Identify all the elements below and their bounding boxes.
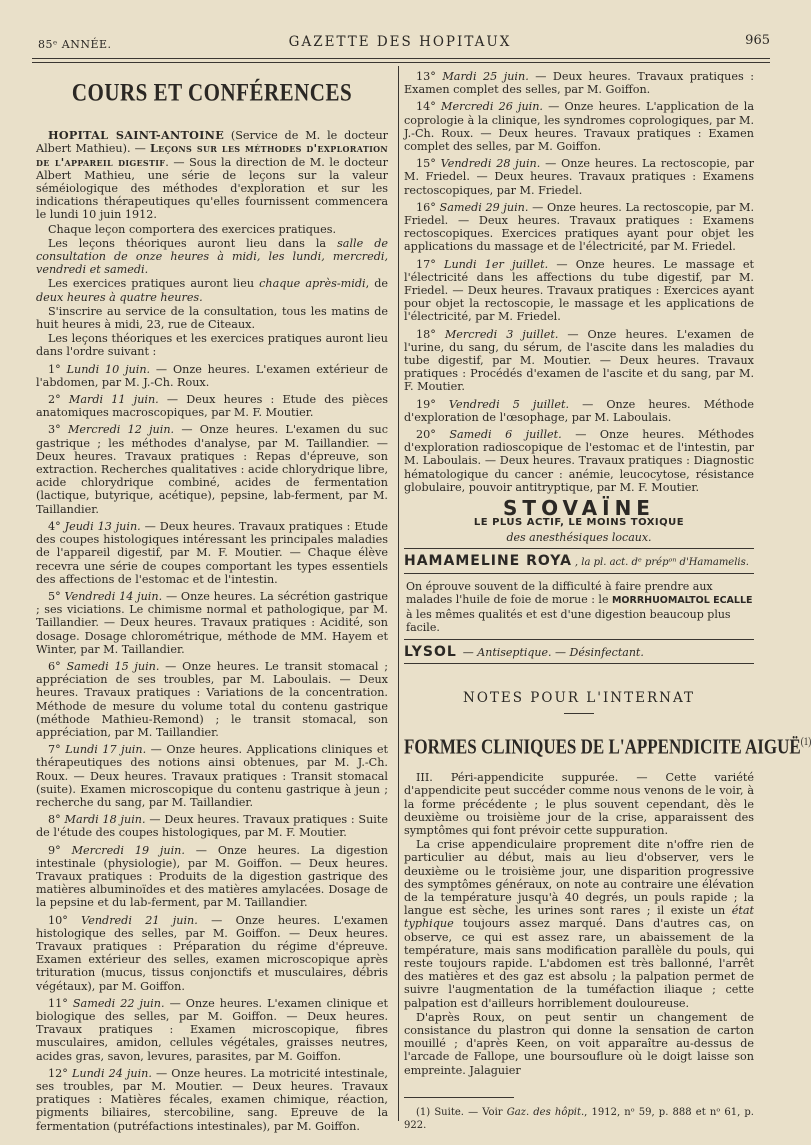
lesson-space bbox=[436, 258, 444, 271]
lesson-number: 3° bbox=[48, 423, 61, 437]
intro-rest: . — Sous la direction de M. le docteur Albert Mathieu, une série de leçons sur la valeur séméiologique des méthodes d'exploration et sur les indications thérapeutiques qu'elles fournissent commencera le lundi 10 juin 1912. bbox=[36, 155, 388, 222]
lesson-number: 5° bbox=[48, 589, 61, 603]
article-italic: état typhique bbox=[404, 904, 754, 931]
lesson-entry bbox=[36, 813, 388, 839]
hospital-name: HOPITAL SAINT-ANTOINE bbox=[48, 128, 225, 143]
footnote-text-b: , 1912, nᵒ 59, p. 888 et nᵒ 61, p. 922. bbox=[404, 1106, 754, 1131]
lesson-entry bbox=[36, 914, 388, 993]
article-lead: III. Péri-appendicite suppurée. bbox=[416, 771, 619, 785]
lesson-space bbox=[61, 393, 69, 406]
lesson-date: Jeudi 13 juin. bbox=[64, 519, 141, 533]
lesson-date: Lundi 1er juillet. bbox=[444, 257, 549, 271]
morrhuol-brand: MORRHUOMALTOL ECALLE bbox=[611, 595, 753, 607]
ad-divider bbox=[404, 548, 754, 549]
lesson-text: — Onze heures. L'examen de l'urine, du sang, du sérum, de l'ascite dans les maladies du tube digestif, par M. Moutier. — Deux heures. Travaux pratiques : Procédés d'examen de l'ascite et du sang, par M. F. Moutier. bbox=[404, 327, 754, 394]
article-paragraph-1 bbox=[404, 771, 754, 837]
section-title-cours: COURS ET CONFÉRENCES bbox=[71, 77, 353, 107]
lesson-text: — Deux heures : Etude des pièces anatomiques macroscopiques, par M. F. Moutier. bbox=[36, 393, 389, 420]
lesson-entry bbox=[36, 520, 388, 586]
article-text-2a: La crise appendiculaire proprement dite n'offre rien de particulier au début, mais au lieu d'observer, vers le deuxième ou le troisième jour, une disparition progressive des symptômes généraux, on note au contraire une élévation de la température jusqu'à 40 degrés, un pouls rapide ; la langue est sèche, les urines sont rares ; il existe un bbox=[404, 838, 754, 918]
lesson-number: 17° bbox=[416, 257, 436, 271]
practice-italic-1: chaque après-midi bbox=[259, 277, 366, 291]
lesson-entry bbox=[36, 1067, 388, 1133]
lesson-text: — Onze heures. La rectoscopie, par M. Friedel. — Deux heures. Travaux pratiques : Examens rectoscopiques, par M. Friedel. bbox=[404, 157, 755, 197]
lesson-text: — Onze heures. L'examen histologique des selles, par M. Goiffon. — Deux heures. Travaux pratiques : Préparation du régime d'épreuve. Examen extérieur des selles, examen microscopique après trituration (mucus, tissus conjonctifs et musculaires, débris végétaux), par M. Goiffon. bbox=[36, 913, 389, 993]
lesson-number: 12° bbox=[48, 1066, 68, 1080]
lesson-entry bbox=[36, 743, 388, 809]
stovaine-tagline: LE PLUS ACTIF, LE MOINS TOXIQUE bbox=[473, 517, 685, 529]
header-rule bbox=[32, 58, 770, 59]
lesson-space bbox=[436, 328, 445, 341]
lesson-entry bbox=[36, 997, 388, 1063]
lesson-text: — Deux heures. Travaux pratiques : Examen complet des selles, par M. Goiffon. bbox=[404, 70, 754, 97]
footnote-ref: (1) bbox=[800, 735, 811, 748]
hamameline-brand: HAMAMELINE ROYA bbox=[404, 552, 572, 569]
lesson-number: 2° bbox=[48, 393, 61, 407]
lesson-date: Samedi 15 juin. bbox=[66, 659, 160, 673]
lesson-date: Samedi 29 juin. bbox=[439, 200, 529, 214]
lesson-text: — Onze heures. Méthodes d'exploration radioscopique de l'estomac et de l'intestin, par M. Laboulais. — Deux heures. Travaux pratiques : Diagnostic hématologique du cancer : anémie, leucocytose, résistance globulaire, pouvoir antitryptique, par M. F. Moutier. bbox=[404, 428, 754, 494]
lesson-date: Samedi 22 juin. bbox=[72, 996, 165, 1010]
lesson-date: Mercredi 3 juillet. bbox=[444, 327, 559, 341]
lesson-date: Mercredi 26 juin. bbox=[441, 100, 543, 114]
edition-label: 85ᵉ ANNÉE. bbox=[38, 38, 112, 51]
lesson-date: Mercredi 12 juin. bbox=[67, 423, 175, 437]
lesson-number: 7° bbox=[48, 743, 61, 757]
lesson-number: 14° bbox=[416, 100, 436, 114]
lesson-text: — Onze heures. La rectoscopie, par M. Friedel. — Deux heures. Travaux pratiques : Examens rectoscopiques. Exercices pratiques ayant pour objet les applications du massage et de l'électricité, par M. Friedel. bbox=[404, 200, 755, 254]
practice-text: Les exercices pratiques auront lieu bbox=[48, 277, 260, 291]
lesson-entry bbox=[404, 398, 754, 424]
article-title bbox=[404, 734, 811, 759]
notes-rule bbox=[564, 713, 594, 714]
lesson-date: Lundi 17 juin. bbox=[65, 743, 147, 757]
practice-italic-2: deux heures à quatre heures. bbox=[36, 290, 203, 304]
lesson-list-right bbox=[404, 70, 754, 494]
hamameline-tagline: , la pl. act. dᵉ prépᵒⁿ d'Hamamelis. bbox=[574, 556, 749, 568]
lesson-entry bbox=[404, 428, 754, 494]
lesson-text: — Deux heures. Travaux pratiques : Etude des coupes histologiques intéressant les principales maladies de l'appareil digestif, par M. F. Moutier. — Chaque élève recevra une série de coupes comportant les types essentiels des affections de l'estomac et de l'intestin. bbox=[36, 519, 388, 586]
article-paragraph-2 bbox=[404, 838, 754, 1010]
lesson-date: Mardi 11 juin. bbox=[68, 393, 159, 407]
lesson-number: 1° bbox=[48, 362, 61, 376]
lesson-space bbox=[436, 398, 449, 411]
lesson-date: Mardi 18 juin. bbox=[64, 813, 146, 827]
lesson-space bbox=[68, 914, 81, 927]
lesson-date: Lundi 10 juin. bbox=[66, 362, 151, 376]
ad-divider bbox=[404, 573, 754, 574]
lesson-entry bbox=[404, 258, 754, 324]
lesson-number: 13° bbox=[416, 70, 436, 83]
lesson-space bbox=[61, 844, 72, 857]
lesson-number: 16° bbox=[416, 200, 436, 214]
theory-text: Les leçons théoriques auront lieu dans la bbox=[48, 236, 338, 250]
lesson-entry bbox=[36, 844, 388, 910]
lesson-entry bbox=[36, 590, 388, 656]
lesson-number: 15° bbox=[416, 157, 436, 171]
lesson-list-left bbox=[36, 363, 388, 1133]
ad-morrhuomaltol bbox=[404, 580, 754, 635]
practice-text-2: , de bbox=[365, 277, 388, 291]
practice-paragraph bbox=[36, 277, 388, 303]
article-title-text: FORMES CLINIQUES DE L'APPENDICITE AIGUË bbox=[404, 735, 801, 759]
lessons-title: Leçons sur les méthodes d'exploration de l'appareil digestif bbox=[36, 141, 389, 169]
lesson-number: 20° bbox=[416, 428, 436, 442]
lesson-number: 4° bbox=[48, 519, 61, 533]
journal-title: GAZETTE DES HOPITAUX bbox=[288, 34, 512, 50]
order-paragraph: Les leçons théoriques et les exercices pratiques auront lieu dans l'ordre suivant : bbox=[36, 332, 388, 359]
lesson-entry bbox=[36, 423, 388, 515]
lesson-text: — Onze heures. L'examen extérieur de l'abdomen, par M. J.-Ch. Roux. bbox=[36, 362, 388, 389]
lesson-number: 10° bbox=[48, 913, 68, 927]
lesson-number: 6° bbox=[48, 659, 61, 673]
lesson-number: 18° bbox=[416, 327, 436, 341]
lesson-text: — Deux heures. Travaux pratiques : Suite de l'étude des coupes histologiques, par M. F. Moutier. bbox=[36, 813, 388, 840]
article-text-1: — Cette variété d'appendicite peut succéder comme nous venons de le voir, à la forme précédente ; le plus souvent cependant, dès le deuxième ou troisième jour de la crise, apparaissent des symptômes qui font prévoir cette suppuration. bbox=[404, 771, 754, 837]
lesson-date: Mercredi 19 juin. bbox=[71, 843, 185, 857]
lesson-number: 11° bbox=[48, 996, 68, 1010]
lesson-entry bbox=[404, 70, 754, 96]
lesson-entry bbox=[404, 328, 754, 394]
footnote bbox=[404, 1106, 754, 1132]
right-column bbox=[404, 70, 811, 1132]
lesson-date: Vendredi 5 juillet. bbox=[448, 397, 570, 411]
ad-stovaine bbox=[404, 496, 754, 544]
lesson-date: Mardi 25 juin. bbox=[442, 70, 529, 83]
lesson-text: — Onze heures. L'examen clinique et biologique des selles, par M. Goiffon. — Deux heures. Travaux pratiques : Examen microscopique, fibres musculaires, amidon, cellules végétales, graisses neutres, acides gras, savon, levures, parasites, par M. Goiffon. bbox=[36, 996, 388, 1063]
inscription-paragraph: S'inscrire au service de la consultation, tous les matins de huit heures à midi, 23, rue de Citeaux. bbox=[36, 304, 388, 332]
lesson-entry bbox=[404, 201, 754, 254]
left-column bbox=[36, 70, 388, 1133]
footnote-text-a: (1) Suite. — Voir bbox=[416, 1106, 507, 1118]
lesson-entry bbox=[36, 660, 388, 739]
ad-divider bbox=[404, 663, 754, 664]
lesson-space bbox=[436, 428, 449, 441]
intro-paragraph bbox=[36, 129, 388, 221]
lesson-date: Vendredi 14 juin. bbox=[64, 589, 163, 603]
lesson-text: — Onze heures. L'application de la coprologie à la clinique, les syndromes coprologiques, par M. J.-Ch. Roux. — Deux heures. Travaux pratiques : Examen complet des selles, par M. Goiffon. bbox=[404, 100, 754, 154]
lesson-entry bbox=[404, 157, 754, 197]
lesson-space bbox=[61, 423, 68, 436]
lesson-text: — Onze heures. L'examen du suc gastrique ; les méthodes d'analyse, par M. Taillandier. — Deux heures. Travaux pratiques : Repas d'épreuve, son extraction. Recherches qualitatives : acide chlorydrique libre, acide chlorydrique combiné, acides de fermentation (lactique, butyrique, acétique), pepsine, lab-ferment, par M. Taillandier. bbox=[36, 423, 388, 516]
lesson-entry bbox=[36, 363, 388, 389]
page-number: 965 bbox=[745, 33, 770, 48]
lesson-text: — Onze heures. Applications cliniques et thérapeutiques des notions ainsi obtenues, par M. J.-Ch. Roux. — Deux heures. Travaux pratiques : Transit stomacal (suite). Examen microscopique du contenu gastrique à jeun ; recherche du sang, par M. Taillandier. bbox=[36, 743, 388, 809]
lesson-text: — Onze heures. Le massage et l'électricité dans les affections du tube digestif, par M. Friedel. — Deux heures. Travaux pratiques : Exercices ayant pour objet la rectoscopie, le massage et les applications de l'électricité, par M. Friedel. bbox=[404, 257, 755, 324]
morrhuol-text-b: à les mêmes qualités et est d'une digestion beaucoup plus facile. bbox=[406, 607, 731, 635]
lesson-text: — Onze heures. La sécrétion gastrique ; ses viciations. Le chimisme normal et pathologique, par M. Taillandier. — Deux heures. Travaux pratiques : Acidité, son dosage. Dosage chlorométrique, méthode de MM. Hayem et Winter, par M. Taillandier. bbox=[36, 589, 389, 656]
header-rule-thin bbox=[32, 62, 770, 63]
article-paragraph-3: D'après Roux, on peut sentir un changement de consistance du plastron qui donne la sensation de carton mouillé ; d'après Keen, on voit apparaître au-dessus de l'arcade de Fallope, une boursouflure où le doigt laisse son empreinte. Jalaguier bbox=[404, 1010, 754, 1077]
lysol-tagline: — Antiseptique. — Désinfectant. bbox=[462, 645, 644, 659]
notes-heading: NOTES POUR L'INTERNAT bbox=[463, 690, 695, 707]
morrhuol-text-a: On éprouve souvent de la difficulté à faire prendre aux malades l'huile de foie de morue : le bbox=[406, 579, 713, 607]
lesson-date: Lundi 24 juin. bbox=[71, 1066, 152, 1080]
lesson-date: Vendredi 28 juin. bbox=[440, 157, 541, 171]
article-text-2b: toujours assez marqué. Dans d'autres cas, on observe, ce qui est assez rare, un abaissement de la température, mais sans modification parallèle du pouls, qui reste toujours rapide. L'abdomen est très ballonné, l'arrêt des matières et des gaz est absolu ; la palpation permet de suivre l'augmentation de la tuméfaction iliaque ; cette palpation est d'ailleurs horriblement douloureuse. bbox=[404, 917, 754, 1010]
ad-divider bbox=[404, 639, 754, 640]
lesson-number: 19° bbox=[416, 397, 436, 411]
lesson-text: — Onze heures. Le transit stomacal ; appréciation de ses troubles, par M. Laboulais. — Deux heures. Travaux pratiques : Variations de la concentration. Méthode de mesure du volume total du contenu gastrique (méthode Mathieu-Remond) ; le transit stomacal, son appréciation, par M. Taillandier. bbox=[36, 659, 388, 739]
lesson-text: — Onze heures. La digestion intestinale (physiologie), par M. Goiffon. — Deux heures. Travaux pratiques : Produits de la digestion gastrique des matières albuminoïdes et des matières amylacées. Dosage de la pepsine et du lab-ferment, par M. Taillandier. bbox=[36, 843, 388, 910]
theory-italic: salle de consultation de onze heures à midi, les lundi, mercredi, vendredi et samedi. bbox=[36, 236, 388, 277]
lesson-entry bbox=[36, 393, 388, 419]
theory-paragraph bbox=[36, 237, 388, 277]
lesson-number: 8° bbox=[48, 813, 61, 827]
lesson-date: Vendredi 21 juin. bbox=[81, 913, 198, 927]
ad-hamameline bbox=[404, 552, 754, 569]
ad-lysol bbox=[404, 643, 754, 660]
lesson-entry bbox=[404, 100, 754, 153]
lesson-date: Samedi 6 juillet. bbox=[449, 428, 562, 442]
column-divider bbox=[398, 66, 399, 1121]
lesson-number: 9° bbox=[48, 843, 61, 857]
stovaine-brand: STOVAÏNE bbox=[503, 496, 655, 521]
lesson-text: — Onze heures. La motricité intestinale, ses troubles, par M. Moutier. — Deux heures. Travaux pratiques : Matières fécales, examen chimique, réaction, pigments biliaires, stercobiline, sang. Epreuve de la fermentation (putréfactions intestinales), par M. Goiffon. bbox=[36, 1066, 388, 1133]
exercices-paragraph: Chaque leçon comportera des exercices pratiques. bbox=[48, 222, 337, 236]
intro-service: (Service de M. le docteur Albert Mathieu). — bbox=[36, 129, 388, 156]
lesson-text: — Onze heures. Méthode d'exploration de l'œsophage, par M. Laboulais. bbox=[404, 397, 754, 424]
lysol-brand: LYSOL bbox=[404, 643, 457, 660]
footnote-italic: Gaz. des hôpit. bbox=[506, 1106, 585, 1118]
stovaine-tagline-2: des anesthésiques locaux. bbox=[506, 530, 652, 544]
footnote-rule bbox=[404, 1097, 514, 1098]
